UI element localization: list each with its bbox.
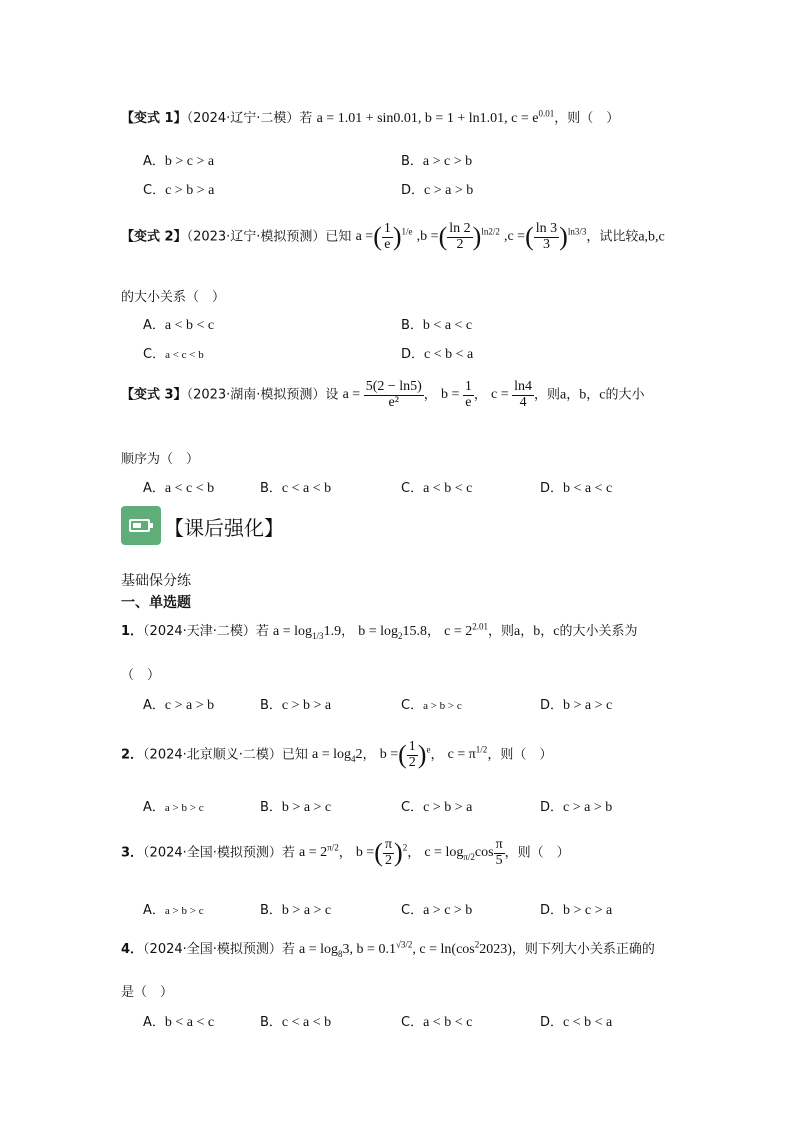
variant-1-condition: a = 1.01 + sin0.01, b = 1 + ln1.01, $c = e^{0.01}$ <box>316 108 555 126</box>
q4-continuation: 是（ ） <box>121 985 174 1000</box>
variant-1-tag: 【变式 1】 <box>121 111 187 126</box>
variant-2-option-d[interactable]: D．c < b < a <box>401 347 474 362</box>
q3-a-expr: $a = 2^{\pi/2}$ <box>299 842 339 861</box>
q4-option-b[interactable]: B．c < a < b <box>260 1015 332 1030</box>
q2-option-d[interactable]: D．c > a > b <box>540 800 613 815</box>
q4-expr: $a = \log_83$, $b = 0.1^{√3/2}$, $c = \ln(\cos^22023)$ <box>299 939 512 959</box>
variant-1-option-d[interactable]: D．c > a > b <box>401 183 474 198</box>
variant-2-question <box>121 222 665 252</box>
battery-icon <box>121 506 161 545</box>
variant-3-source: （2023·湖南·模拟预测）设 <box>186 387 339 403</box>
q4-option-c[interactable]: C．a < b < c <box>401 1015 473 1030</box>
variant-2-source: （2023·辽宁·模拟预测）已知 <box>186 229 352 245</box>
q1-option-b[interactable]: B．c > b > a <box>260 698 332 713</box>
section-title: 【课后强化】 <box>164 516 284 540</box>
section-subtitle: 基础保分练 <box>121 573 191 589</box>
variant-3-question: 【变式 3】（2023·湖南·模拟预测）设 a = $\frac{5(2 - \ln 5)}{\text{e²}}$ ， b = $\frac{1}{e}$ ， c = $\frac{\ln 4}{4}$ ，则a，b，c的大小 <box>121 379 645 410</box>
variant-3-a-expr: a = $\frac{5(2 - \ln 5)}{\text{e²}}$ <box>342 379 422 410</box>
variant-2-option-a[interactable]: A．a < b < c <box>143 318 215 333</box>
variant-3-option-b[interactable]: B．c < a < b <box>260 481 332 496</box>
q1-question: 1．（2024·天津·二模）若 $a = \log_{1/3}1.9$， $b = \log_215.8$， $c = 2^{2.01}$，则a，b，c的大小关系为 <box>121 621 638 641</box>
variant-3-tag: 【变式 3】 <box>121 387 187 403</box>
variant-3-c-expr: c = $\frac{\ln 4}{4}$ <box>491 379 533 410</box>
q2-b-expr: b =( $\frac{1}{2}$ )$^e$ <box>379 739 431 770</box>
variant-2-b-expr: ,b =( $\frac{\ln 2}{2}$ )$^{ln2/2}$ <box>416 221 500 252</box>
q2-option-a[interactable]: A．a > b > c <box>143 800 204 815</box>
variant-1-option-c[interactable]: C．c > b > a <box>143 183 215 198</box>
variant-2-vars: a,b,c <box>638 229 665 245</box>
variant-2-continuation: 的大小关系（ ） <box>121 290 226 305</box>
variant-1-option-a[interactable]: A．b > c > a <box>143 154 215 169</box>
variant-3-option-d[interactable]: D．b < a < c <box>540 481 613 496</box>
variant-1-question <box>121 107 619 127</box>
q1-b-expr: $b = \log_215.8$ <box>358 624 428 641</box>
variant-2-tag: 【变式 2】 <box>121 229 187 245</box>
q1-a-expr: $a = \log_{1/3}1.9$ <box>273 624 342 641</box>
variant-3-b-expr: b = $\frac{1}{e}$ <box>440 379 472 410</box>
q3-option-b[interactable]: B．b > a > c <box>260 903 332 918</box>
variant-2-a-expr: a =( $\frac{1}{e}$ )$^{1/e}$ <box>355 221 413 252</box>
q4-option-d[interactable]: D．c < b < a <box>540 1015 613 1030</box>
variant-2-option-b[interactable]: B．b < a < c <box>401 318 473 333</box>
q2-option-c[interactable]: C．c > b > a <box>401 800 473 815</box>
variant-1-ask: ，则（ ） <box>554 111 620 126</box>
q2-a-expr: $a = \log_42$ <box>312 747 363 765</box>
q3-b-expr: b =( $\frac{\pi}{2}$ )$^2$ <box>355 837 408 868</box>
q2-question: 2．（2024·北京顺义·二模）已知 $a = \log_42$， b =( $\frac{1}{2}$ )$^e$， $c = \pi^{1/2}$，则（ ） <box>121 739 553 770</box>
q3-question: 3．（2024·全国·模拟预测）若 $a = 2^{\pi/2}$， b =( $\frac{\pi}{2}$ )$^2$， $c = \log_{\pi/2}\cos$ $\frac{\pi}{5}$ ，则（ ） <box>121 837 570 868</box>
q1-option-a[interactable]: A．c > a > b <box>143 698 215 713</box>
q4-question: 4．（2024·全国·模拟预测）若 $a = \log_83$, $b = 0.1^{√3/2}$, $c = \ln(\cos^22023)$，则下列大小关系正确的 <box>121 939 655 959</box>
q1-option-d[interactable]: D．b > a > c <box>540 698 613 713</box>
q2-option-b[interactable]: B．b > a > c <box>260 800 332 815</box>
q1-c-expr: $c = 2^{2.01}$ <box>444 621 489 639</box>
variant-3-option-a[interactable]: A．a < c < b <box>143 481 215 496</box>
q3-option-a[interactable]: A．a > b > c <box>143 903 204 918</box>
q3-option-c[interactable]: C．a > c > b <box>401 903 473 918</box>
q3-c-expr: $c = \log_{\pi/2}\cos$ $\frac{\pi}{5}$ <box>424 837 503 868</box>
variant-1-option-b[interactable]: B．a > c > b <box>401 154 473 169</box>
q1-option-c[interactable]: C．a > b > c <box>401 698 462 713</box>
q4-option-a[interactable]: A．b < a < c <box>143 1015 215 1030</box>
q1-continuation: （ ） <box>121 668 161 683</box>
q2-c-expr: $c = \pi^{1/2}$ <box>447 744 488 763</box>
q3-option-d[interactable]: D．b > c > a <box>540 903 613 918</box>
variant-2-c-expr: ,c =( $\frac{\ln 3}{3}$ )$^{ln3/3}$ <box>503 221 587 252</box>
variant-2-option-c[interactable]: C．a < c < b <box>143 347 204 362</box>
variant-1-source: （2024·辽宁·二模）若 <box>186 111 313 126</box>
variant-3-continuation: 顺序为（ ） <box>121 452 200 467</box>
part-heading: 一、单选题 <box>121 595 191 611</box>
variant-3-option-c[interactable]: C．a < b < c <box>401 481 473 496</box>
variant-2-ask: ，试比较 <box>586 229 639 245</box>
